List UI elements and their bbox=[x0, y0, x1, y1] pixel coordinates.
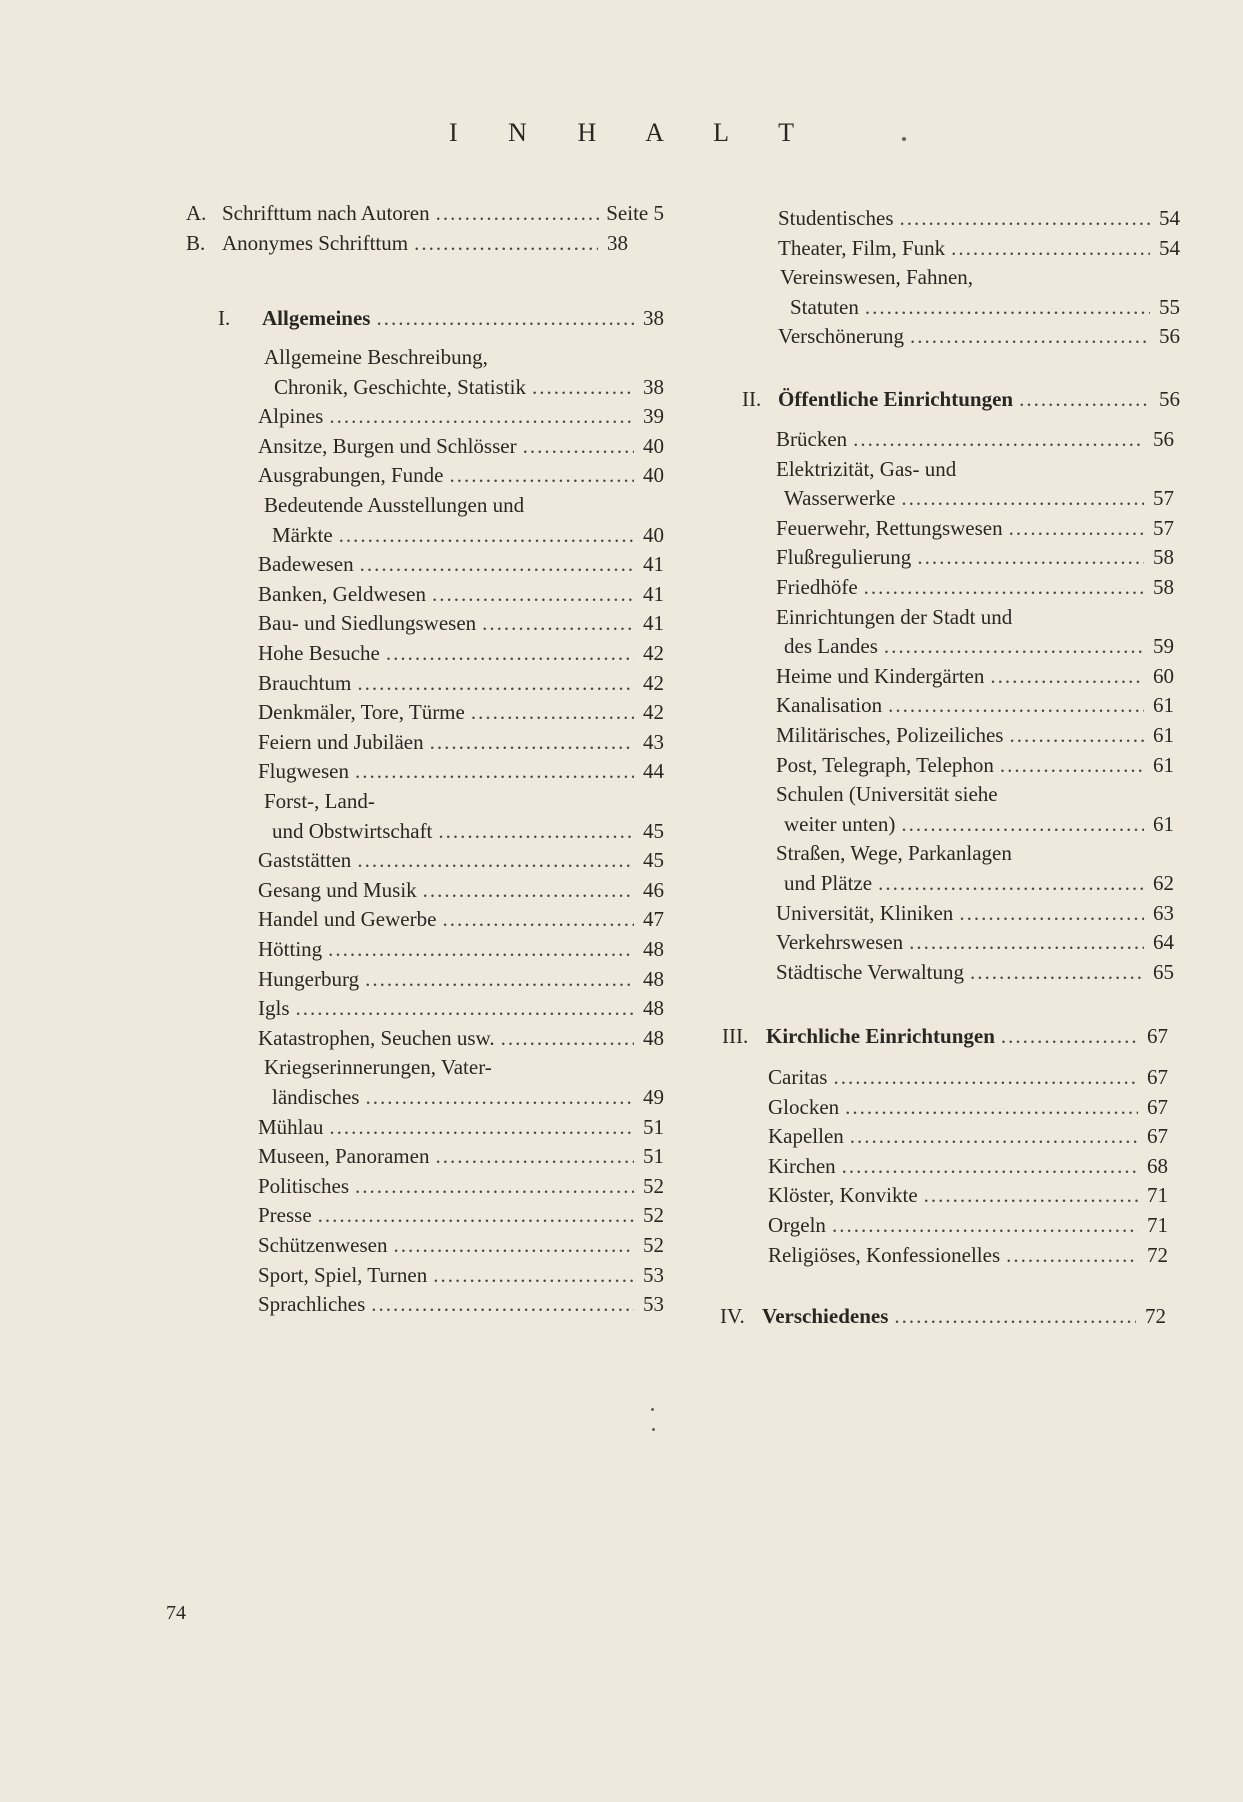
toc-page-ref: 45 bbox=[643, 818, 664, 843]
toc-entry bbox=[258, 1260, 664, 1290]
leader-dots bbox=[901, 483, 1144, 513]
toc-page-ref: 61 bbox=[1153, 811, 1174, 836]
page-number: 74 bbox=[166, 1602, 186, 1624]
toc-entry-title: Städtische Verwaltung bbox=[776, 959, 964, 984]
toc-entry-title: Verkehrswesen bbox=[776, 930, 904, 955]
toc-entry bbox=[776, 572, 1174, 602]
toc-entry-title: Allgemeines bbox=[262, 306, 371, 330]
toc-entry-title: Theater, Film, Funk bbox=[778, 235, 946, 260]
toc-entry-title: Hötting bbox=[258, 937, 323, 961]
toc-entry-title: Religiöses, Konfessionelles bbox=[768, 1242, 1001, 1267]
toc-page-ref: 38 bbox=[643, 306, 664, 330]
toc-entry-title: Studentisches bbox=[778, 206, 894, 230]
toc-entry bbox=[272, 520, 664, 550]
toc-entry-title: Schrifttum nach Autoren bbox=[222, 201, 430, 225]
toc-page-ref: 62 bbox=[1153, 871, 1174, 895]
leader-dots bbox=[386, 638, 634, 668]
toc-entry-line: Allgemeine Beschreibung, bbox=[264, 345, 488, 369]
toc-entry-title: ländisches bbox=[272, 1085, 360, 1109]
toc-entry-title: Badewesen bbox=[258, 552, 354, 577]
toc-entry-title: Sprachliches bbox=[258, 1292, 366, 1317]
toc-page-ref: 41 bbox=[643, 552, 664, 577]
toc-entry-title: Schützenwesen bbox=[258, 1233, 388, 1257]
toc-page-ref: 58 bbox=[1153, 545, 1174, 570]
toc-entry bbox=[778, 233, 1180, 263]
toc-entry-title: Presse bbox=[258, 1203, 312, 1228]
toc-page-ref: 58 bbox=[1153, 575, 1174, 599]
leader-dots bbox=[532, 372, 634, 402]
toc-page-ref: 40 bbox=[643, 463, 664, 488]
toc-entry-line: Schulen (Universität siehe bbox=[776, 782, 998, 807]
leader-dots bbox=[853, 424, 1144, 454]
leader-dots bbox=[910, 321, 1150, 351]
toc-page-ref: 38 bbox=[643, 374, 664, 399]
toc-page-ref: 63 bbox=[1153, 900, 1174, 925]
leader-dots bbox=[318, 1200, 634, 1230]
toc-page-ref: 41 bbox=[643, 611, 664, 636]
toc-page-ref: 71 bbox=[1147, 1213, 1168, 1237]
toc-entry-title: Flugwesen bbox=[258, 759, 349, 784]
toc-page-ref: 56 bbox=[1159, 324, 1180, 349]
leader-dots bbox=[924, 1180, 1138, 1210]
leader-dots bbox=[845, 1092, 1138, 1122]
toc-entry-title: Kanalisation bbox=[776, 693, 883, 718]
toc-entry-title: Klöster, Konvikte bbox=[768, 1183, 918, 1208]
toc-entry-title: Kirchliche Einrichtungen bbox=[766, 1024, 995, 1048]
leader-dots bbox=[430, 727, 634, 757]
toc-entry-title: Universität, Kliniken bbox=[776, 900, 954, 925]
toc-entry bbox=[262, 303, 664, 333]
toc-entry-title: Igls bbox=[258, 996, 290, 1021]
toc-entry-line: Kriegserinnerungen, Vater- bbox=[264, 1055, 492, 1080]
leader-dots bbox=[414, 228, 598, 258]
leader-dots bbox=[365, 1082, 634, 1112]
toc-page-ref: Seite 5 bbox=[606, 201, 664, 225]
leader-dots bbox=[1009, 513, 1144, 543]
leader-dots bbox=[357, 845, 634, 875]
toc-page-ref: 56 bbox=[1153, 427, 1174, 451]
toc-page-ref: 65 bbox=[1153, 959, 1174, 984]
ink-speck bbox=[902, 137, 906, 141]
toc-entry-title: weiter unten) bbox=[784, 811, 896, 836]
toc-entry-title: Politisches bbox=[258, 1173, 350, 1198]
toc-entry bbox=[258, 934, 664, 964]
toc-entry-title: Alpines bbox=[258, 404, 324, 429]
toc-entry bbox=[258, 904, 664, 934]
toc-page-ref: 46 bbox=[643, 877, 664, 902]
toc-entry-title: Flußregulierung bbox=[776, 545, 912, 570]
toc-page-ref: 61 bbox=[1153, 693, 1174, 718]
toc-page-ref: 51 bbox=[643, 1144, 664, 1169]
toc-page-ref: 48 bbox=[643, 996, 664, 1021]
toc-entry bbox=[258, 1289, 664, 1319]
leader-dots bbox=[438, 816, 634, 846]
toc-entry-title: Banken, Geldwesen bbox=[258, 581, 426, 606]
toc-entry bbox=[768, 1121, 1168, 1151]
leader-dots bbox=[842, 1151, 1138, 1181]
toc-entry-title: Glocken bbox=[768, 1094, 840, 1119]
toc-page-ref: 71 bbox=[1147, 1183, 1168, 1208]
leader-dots bbox=[832, 1210, 1138, 1240]
leader-dots bbox=[864, 572, 1144, 602]
leader-dots bbox=[917, 542, 1144, 572]
toc-entry-title: Statuten bbox=[790, 294, 859, 319]
toc-page-ref: 55 bbox=[1159, 294, 1180, 319]
toc-entry bbox=[778, 384, 1180, 414]
toc-page-ref: 57 bbox=[1153, 515, 1174, 540]
toc-entry bbox=[258, 549, 664, 579]
toc-page-ref: 42 bbox=[643, 670, 664, 695]
toc-page-ref: 38 bbox=[607, 231, 628, 255]
toc-entry bbox=[258, 845, 664, 875]
toc-page-ref: 67 bbox=[1147, 1024, 1168, 1048]
toc-page-ref: 45 bbox=[643, 848, 664, 873]
toc-entry-title: Ausgrabungen, Funde bbox=[258, 463, 444, 488]
leader-dots bbox=[501, 1023, 634, 1053]
toc-entry-title: Katastrophen, Seuchen usw. bbox=[258, 1025, 495, 1050]
leader-dots bbox=[850, 1121, 1138, 1151]
toc-entry-title: Caritas bbox=[768, 1065, 828, 1089]
toc-entry-title: Märkte bbox=[272, 522, 333, 547]
leader-dots bbox=[433, 1260, 634, 1290]
toc-page-ref: 64 bbox=[1153, 930, 1174, 955]
toc-page-ref: 43 bbox=[643, 729, 664, 754]
toc-entry bbox=[776, 424, 1174, 454]
toc-page-ref: 61 bbox=[1153, 752, 1174, 777]
toc-entry-title: Feiern und Jubiläen bbox=[258, 729, 424, 754]
toc-entry-title: Brücken bbox=[776, 427, 848, 451]
toc-entry-title: Museen, Panoramen bbox=[258, 1144, 430, 1169]
toc-entry-title: Ansitze, Burgen und Schlösser bbox=[258, 433, 517, 458]
toc-entry-line: Elektrizität, Gas- und bbox=[776, 456, 957, 481]
toc-entry-title: Post, Telegraph, Telephon bbox=[776, 752, 994, 777]
toc-entry bbox=[768, 1180, 1168, 1210]
leader-dots bbox=[833, 1062, 1138, 1092]
toc-entry bbox=[258, 1200, 664, 1230]
toc-entry-title: Heime und Kindergärten bbox=[776, 663, 985, 688]
section-number: III. bbox=[722, 1024, 749, 1048]
toc-entry bbox=[258, 401, 664, 431]
toc-entry bbox=[768, 1210, 1168, 1240]
toc-page-ref: 40 bbox=[643, 433, 664, 458]
leader-dots bbox=[909, 927, 1144, 957]
leader-dots bbox=[959, 898, 1144, 928]
section-letter: B. bbox=[186, 231, 206, 255]
toc-entry-title: Gaststätten bbox=[258, 848, 352, 873]
toc-page-ref: 42 bbox=[643, 641, 664, 665]
leader-dots bbox=[328, 934, 634, 964]
toc-page-ref: 48 bbox=[643, 937, 664, 961]
leader-dots bbox=[1000, 750, 1144, 780]
leader-dots bbox=[432, 579, 634, 609]
toc-entry bbox=[272, 816, 664, 846]
toc-page-ref: 48 bbox=[643, 1025, 664, 1050]
toc-entry-title: Öffentliche Einrichtungen bbox=[778, 387, 1014, 411]
toc-entry bbox=[784, 868, 1174, 898]
toc-entry bbox=[222, 198, 664, 228]
toc-entry bbox=[258, 431, 664, 461]
toc-entry bbox=[258, 756, 664, 786]
toc-entry bbox=[762, 1301, 1166, 1331]
leader-dots bbox=[339, 520, 634, 550]
leader-dots bbox=[355, 1171, 634, 1201]
leader-dots bbox=[865, 292, 1150, 322]
toc-entry bbox=[768, 1151, 1168, 1181]
leader-dots bbox=[357, 668, 634, 698]
toc-page-ref: 54 bbox=[1159, 206, 1180, 230]
leader-dots bbox=[435, 1141, 634, 1171]
toc-page-ref: 48 bbox=[643, 966, 664, 991]
toc-entry-title: Sport, Spiel, Turnen bbox=[258, 1262, 428, 1287]
toc-entry bbox=[768, 1240, 1168, 1270]
toc-entry-title: Bau- und Siedlungswesen bbox=[258, 611, 477, 636]
toc-entry bbox=[766, 1021, 1168, 1051]
toc-page-ref: 60 bbox=[1153, 663, 1174, 688]
leader-dots bbox=[951, 233, 1150, 263]
toc-entry bbox=[258, 1112, 664, 1142]
toc-entry bbox=[784, 631, 1174, 661]
leader-dots bbox=[888, 690, 1144, 720]
toc-entry-title: Mühlau bbox=[258, 1114, 324, 1139]
toc-page-ref: 52 bbox=[643, 1233, 664, 1257]
toc-entry bbox=[776, 957, 1174, 987]
toc-page-ref: 59 bbox=[1153, 634, 1174, 659]
toc-entry bbox=[776, 542, 1174, 572]
leader-dots bbox=[523, 431, 634, 461]
toc-page-ref: 72 bbox=[1145, 1304, 1166, 1328]
toc-entry bbox=[258, 964, 664, 994]
leader-dots bbox=[894, 1301, 1136, 1331]
toc-entry bbox=[274, 372, 664, 402]
toc-entry bbox=[258, 993, 664, 1023]
leader-dots bbox=[436, 198, 601, 228]
leader-dots bbox=[442, 904, 634, 934]
leader-dots bbox=[360, 549, 634, 579]
toc-entry-title: Anonymes Schrifttum bbox=[222, 231, 409, 255]
toc-entry-title: Friedhöfe bbox=[776, 575, 858, 599]
toc-entry bbox=[778, 321, 1180, 351]
toc-entry-line: Einrichtungen der Stadt und bbox=[776, 604, 1013, 629]
section-number: I. bbox=[218, 306, 231, 330]
toc-entry bbox=[776, 513, 1174, 543]
toc-entry-title: Gesang und Musik bbox=[258, 877, 417, 902]
toc-entry-title: und Obstwirtschaft bbox=[272, 818, 433, 843]
toc-page-ref: 49 bbox=[643, 1085, 664, 1109]
toc-page-ref: 52 bbox=[643, 1203, 664, 1228]
leader-dots bbox=[1001, 1021, 1138, 1051]
toc-page-ref: 42 bbox=[643, 700, 664, 725]
toc-entry-title: Hohe Besuche bbox=[258, 641, 380, 665]
toc-entry-title: Chronik, Geschichte, Statistik bbox=[274, 374, 526, 399]
toc-entry-title: Verschönerung bbox=[778, 324, 904, 349]
toc-entry bbox=[258, 1141, 664, 1171]
toc-entry-title: und Plätze bbox=[784, 871, 873, 895]
toc-page-ref: 53 bbox=[643, 1292, 664, 1317]
toc-entry-title: Orgeln bbox=[768, 1213, 826, 1237]
toc-entry bbox=[790, 292, 1180, 322]
ink-speck bbox=[652, 1428, 655, 1431]
leader-dots bbox=[900, 203, 1151, 233]
toc-entry bbox=[776, 720, 1174, 750]
leader-dots bbox=[990, 661, 1144, 691]
toc-entry bbox=[258, 638, 664, 668]
toc-entry bbox=[258, 1023, 664, 1053]
toc-entry bbox=[768, 1062, 1168, 1092]
toc-page-ref: 61 bbox=[1153, 723, 1174, 747]
toc-page-ref: 39 bbox=[643, 404, 664, 429]
toc-entry bbox=[258, 697, 664, 727]
toc-entry-title: Hungerburg bbox=[258, 966, 360, 991]
toc-entry bbox=[784, 483, 1174, 513]
toc-page-ref: 51 bbox=[643, 1114, 664, 1139]
toc-entry bbox=[784, 809, 1174, 839]
section-number: II. bbox=[742, 387, 762, 411]
toc-entry-title: Kapellen bbox=[768, 1124, 844, 1149]
toc-entry-title: Feuerwehr, Rettungswesen bbox=[776, 515, 1003, 540]
leader-dots bbox=[371, 1289, 634, 1319]
toc-entry-title: Wasserwerke bbox=[784, 486, 896, 511]
toc-entry bbox=[778, 203, 1180, 233]
toc-page-ref: 67 bbox=[1147, 1124, 1168, 1149]
toc-entry-title: Denkmäler, Tore, Türme bbox=[258, 700, 465, 725]
toc-entry bbox=[768, 1092, 1168, 1122]
leader-dots bbox=[1009, 720, 1144, 750]
page-title: I N H A L T bbox=[449, 118, 816, 147]
toc-entry-line: Vereinswesen, Fahnen, bbox=[780, 265, 974, 290]
leader-dots bbox=[878, 868, 1144, 898]
toc-entry bbox=[272, 1082, 664, 1112]
leader-dots bbox=[449, 460, 634, 490]
section-letter: A. bbox=[186, 201, 207, 225]
toc-entry bbox=[258, 668, 664, 698]
toc-page-ref: 56 bbox=[1159, 387, 1180, 411]
leader-dots bbox=[482, 608, 634, 638]
toc-entry bbox=[258, 1230, 664, 1260]
toc-page-ref: 67 bbox=[1147, 1094, 1168, 1119]
toc-entry-title: Militärisches, Polizeiliches bbox=[776, 723, 1004, 747]
toc-entry-title: Handel und Gewerbe bbox=[258, 907, 437, 932]
toc-page-ref: 67 bbox=[1147, 1065, 1168, 1089]
toc-entry bbox=[258, 608, 664, 638]
toc-entry bbox=[776, 690, 1174, 720]
leader-dots bbox=[970, 957, 1144, 987]
toc-entry bbox=[222, 228, 628, 258]
leader-dots bbox=[1006, 1240, 1138, 1270]
toc-page-ref: 40 bbox=[643, 522, 664, 547]
toc-page-ref: 72 bbox=[1147, 1242, 1168, 1267]
leader-dots bbox=[329, 401, 634, 431]
ink-speck bbox=[651, 1408, 654, 1411]
toc-entry bbox=[258, 460, 664, 490]
toc-entry bbox=[258, 727, 664, 757]
toc-entry bbox=[258, 1171, 664, 1201]
toc-entry-line: Straßen, Wege, Parkanlagen bbox=[776, 841, 1012, 866]
toc-entry-line: Forst-, Land- bbox=[264, 789, 375, 813]
toc-entry bbox=[776, 927, 1174, 957]
toc-entry bbox=[258, 875, 664, 905]
leader-dots bbox=[471, 697, 634, 727]
toc-entry bbox=[258, 579, 664, 609]
toc-page-ref: 47 bbox=[643, 907, 664, 932]
section-number: IV. bbox=[720, 1304, 745, 1328]
toc-entry-title: des Landes bbox=[784, 634, 878, 659]
leader-dots bbox=[393, 1230, 634, 1260]
leader-dots bbox=[329, 1112, 634, 1142]
toc-page-ref: 53 bbox=[643, 1262, 664, 1287]
toc-page-ref: 41 bbox=[643, 581, 664, 606]
toc-page-ref: 68 bbox=[1147, 1153, 1168, 1178]
leader-dots bbox=[376, 303, 634, 333]
leader-dots bbox=[423, 875, 634, 905]
toc-entry-title: Kirchen bbox=[768, 1153, 836, 1178]
toc-page-ref: 54 bbox=[1159, 235, 1180, 260]
leader-dots bbox=[355, 756, 634, 786]
leader-dots bbox=[884, 631, 1144, 661]
toc-entry bbox=[776, 750, 1174, 780]
toc-entry-title: Brauchtum bbox=[258, 670, 352, 695]
leader-dots bbox=[365, 964, 634, 994]
toc-page-ref: 52 bbox=[643, 1173, 664, 1198]
toc-entry-title: Verschiedenes bbox=[762, 1304, 889, 1328]
leader-dots bbox=[1019, 384, 1150, 414]
toc-entry bbox=[776, 898, 1174, 928]
toc-page-ref: 57 bbox=[1153, 486, 1174, 511]
leader-dots bbox=[296, 993, 635, 1023]
leader-dots bbox=[901, 809, 1144, 839]
toc-entry-line: Bedeutende Ausstellungen und bbox=[264, 493, 525, 517]
toc-page-ref: 44 bbox=[643, 759, 664, 784]
toc-entry bbox=[776, 661, 1174, 691]
